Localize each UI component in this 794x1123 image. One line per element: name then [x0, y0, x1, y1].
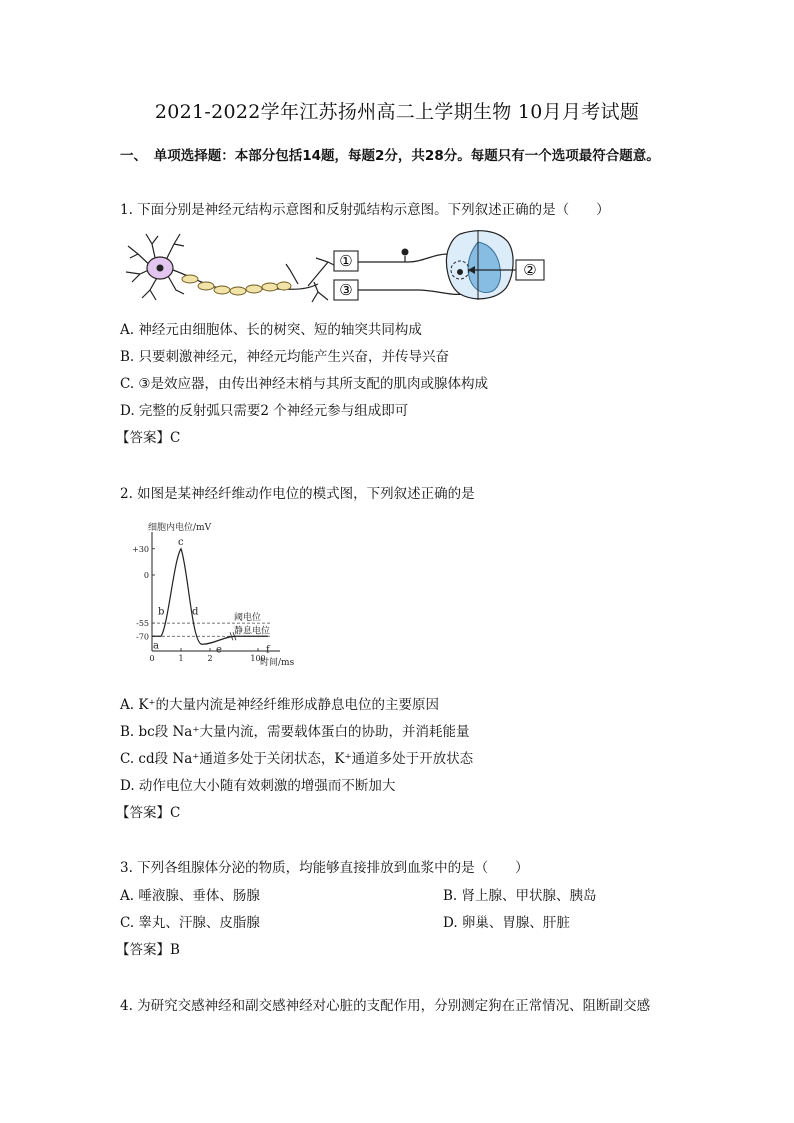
y-axis-label: 细胞内电位/mV [148, 523, 212, 533]
q4-stem: 4. 为研究交感神经和副交感神经对心脏的支配作用，分别测定狗在正常情况、阻断副交感 [120, 998, 651, 1014]
x-tick-label-0: 0 [149, 654, 155, 663]
point-label-c: c [178, 536, 184, 548]
q3-answer: 【答案】B [116, 942, 180, 958]
q2-option-b: B. bc段 Na⁺大量内流，需要载体蛋白的协助，并消耗能量 [120, 724, 470, 740]
reference-label-1: 静息电位 [234, 626, 271, 637]
point-label-d: d [192, 606, 199, 618]
y-tick-label-3: -70 [136, 632, 149, 642]
point-label-b: b [158, 606, 165, 618]
y-tick-label-0: +30 [132, 544, 149, 554]
point-label-e: e [216, 644, 222, 656]
q1-neuron-reflex-figure [118, 224, 558, 309]
page-title: 2021-2022学年江苏扬州高二上学期生物 10月月考试题 [154, 101, 640, 123]
q1-answer: 【答案】C [116, 430, 181, 446]
point-label-f: f [266, 644, 270, 656]
point-label-a: a [153, 640, 159, 652]
x-axis-label: 时间/ms [260, 658, 295, 668]
q3-option-c: C. 睾丸、汗腺、皮脂腺 [120, 915, 260, 931]
spinal-cord [447, 230, 517, 300]
x-tick-label-3: 100 [250, 654, 266, 663]
q2-answer: 【答案】C [116, 805, 181, 821]
q3-option-a: A. 唾液腺、垂体、肠腺 [120, 888, 260, 904]
y-tick-label-1: 0 [143, 571, 149, 580]
box-1-label: ① [339, 252, 353, 270]
q2-option-d: D. 动作电位大小随有效刺激的增强而不断加大 [120, 778, 396, 794]
q2-option-a: A. K⁺的大量内流是神经纤维形成静息电位的主要原因 [120, 697, 440, 713]
x-tick-label-1: 1 [178, 654, 184, 663]
x-tick-label-2: 2 [207, 654, 213, 663]
myelin-sheath [182, 275, 291, 295]
box-3-label: ③ [339, 281, 353, 299]
q1-option-d: D. 完整的反射弧只需要2 个神经元参与组成即可 [120, 403, 409, 419]
q1-stem: 1. 下面分别是神经元结构示意图和反射弧结构示意图。下列叙述正确的是（ ） [120, 202, 610, 218]
q1-option-c: C. ③是效应器，由传出神经末梢与其所支配的肌肉或腺体构成 [120, 376, 489, 392]
y-tick-label-2: -55 [136, 619, 149, 629]
q2-stem: 2. 如图是某神经纤维动作电位的模式图，下列叙述正确的是 [120, 486, 475, 502]
q3-stem: 3. 下列各组腺体分泌的物质，均能够直接排放到血浆中的是（ ） [120, 860, 529, 876]
q3-option-d: D. 卵巢、胃腺、肝脏 [443, 915, 570, 931]
q3-option-b: B. 肾上腺、甲状腺、胰岛 [443, 888, 597, 904]
q1-option-b: B. 只要刺激神经元，神经元均能产生兴奋，并传导兴奋 [120, 349, 450, 365]
action-potential-chart [132, 520, 322, 670]
reference-label-0: 阈电位 [234, 613, 262, 624]
section-heading: 一、 单项选择题：本部分包括14题，每题2分，共28分。每题只有一个选项最符合题意。 [120, 148, 660, 164]
q2-option-c: C. cd段 Na⁺通道多处于关闭状态，K⁺通道多处于开放状态 [120, 751, 474, 767]
q1-option-a: A. 神经元由细胞体、长的树突、短的轴突共同构成 [120, 322, 422, 338]
box-2-label: ② [523, 261, 537, 279]
